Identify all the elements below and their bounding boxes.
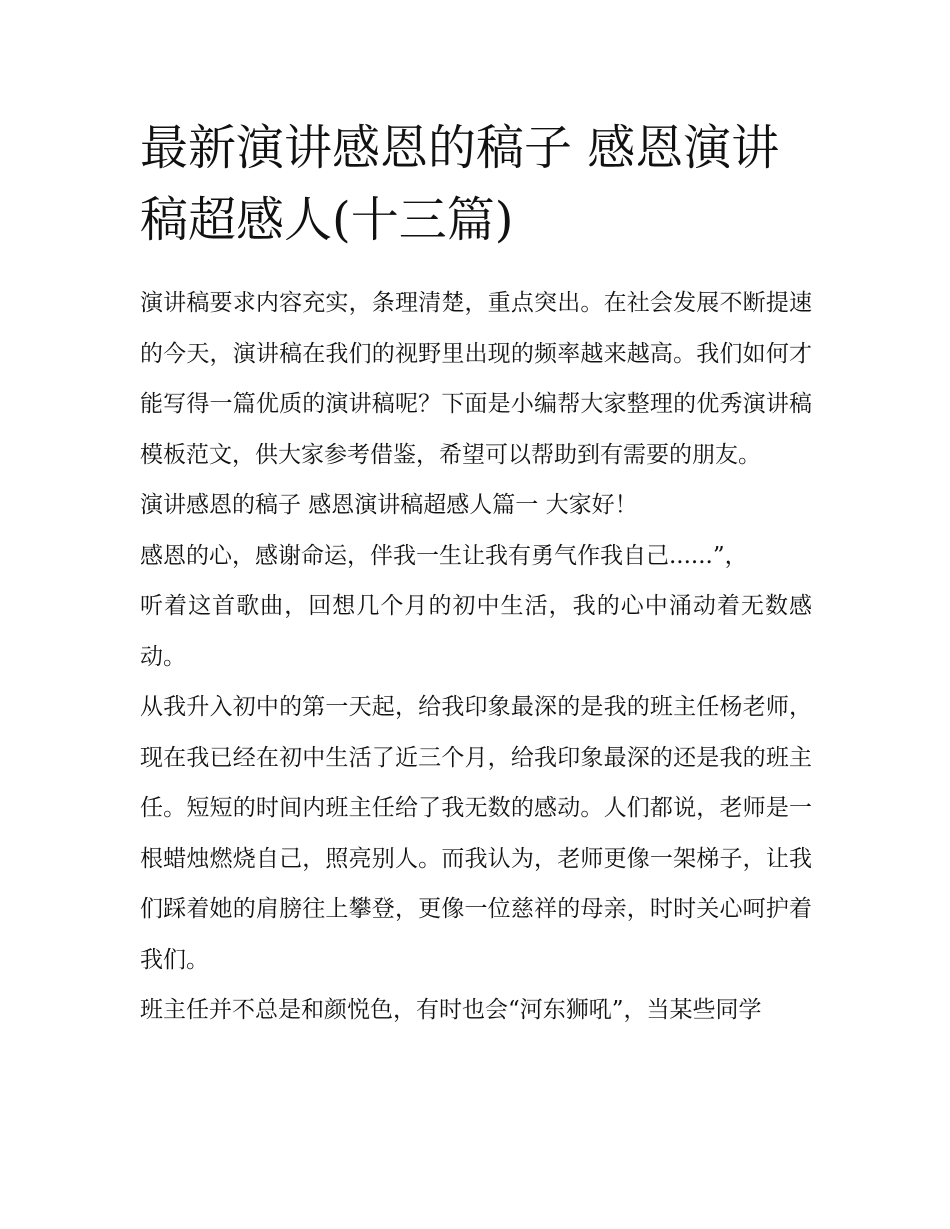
document-body: [140, 278, 812, 1036]
paragraph-song-lyric: 感恩的心，感谢命运，伴我一生让我有勇气作我自己......”，: [140, 542, 748, 569]
paragraph-listening: 听着这首歌曲，回想几个月的初中生活，我的心中涌动着无数感动。: [140, 593, 812, 670]
paragraph-teacher-strict: 班主任并不总是和颜悦色，有时也会“河东狮吼”，当某些同学: [140, 997, 762, 1023]
paragraph-teacher: 从我升入初中的第一天起，给我印象最深的是我的班主任杨老师，现在我已经在初中生活了近三个月，给我印象最深的还是我的班主任。短短的时间内班主任给了我无数的感动。人们都说，老师是一根蜡烛燃烧自己，照亮别人。而我认为，老师更像一架梯子，让我们踩着她的肩膀往上攀登，更像一位慈祥的母亲，时时关心呵护着我们。: [140, 694, 812, 973]
paragraph-heading-part-one: 演讲感恩的稿子 感恩演讲稿超感人篇一 大家好！: [140, 492, 638, 518]
document-title: 最新演讲感恩的稿子 感恩演讲稿超感人(十三篇): [140, 120, 780, 248]
document-content: [140, 112, 812, 1036]
paragraph-intro: 演讲稿要求内容充实，条理清楚，重点突出。在社会发展不断提速的今天，演讲稿在我们的视野里出现的频率越来越高。我们如何才能写得一篇优质的演讲稿呢？下面是小编帮大家整理的优秀演讲稿模板范文，供大家参考借鉴，希望可以帮助到有需要的朋友。: [140, 290, 812, 468]
